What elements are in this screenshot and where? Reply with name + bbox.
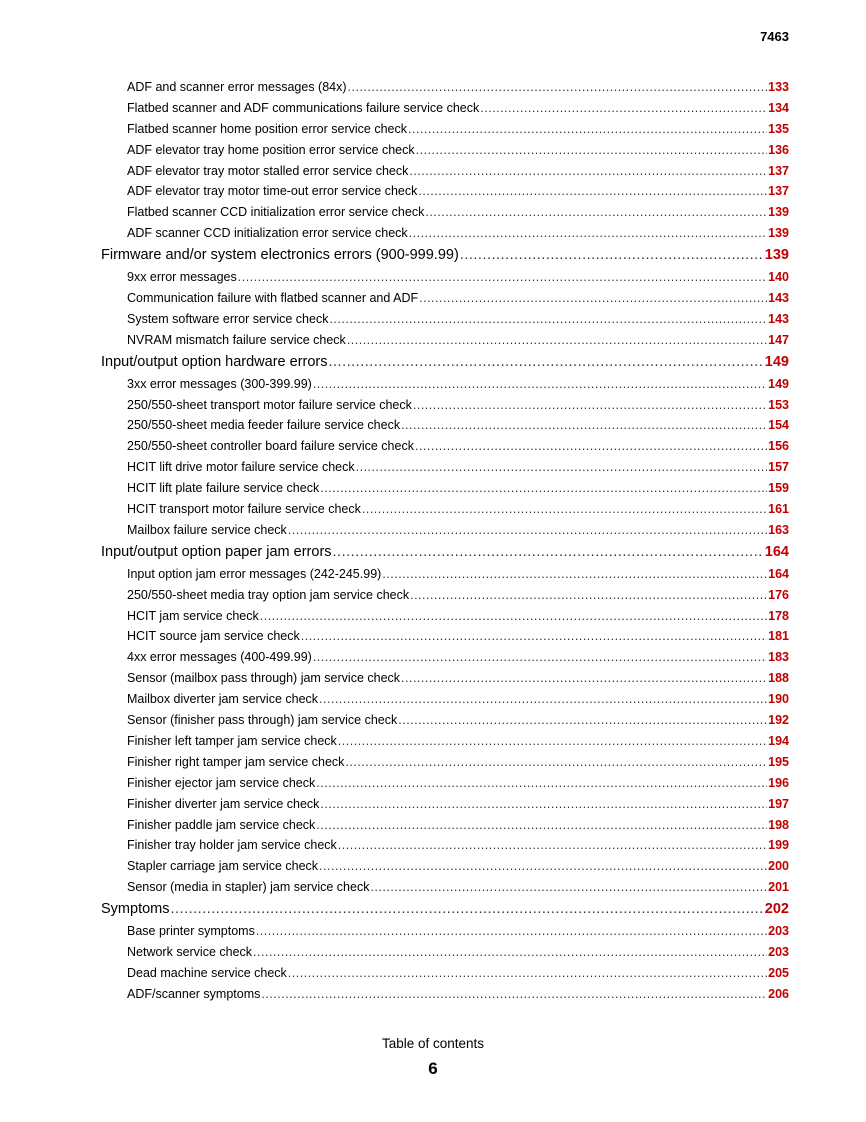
toc-entry[interactable] xyxy=(127,223,789,244)
toc-entry-title: HCIT lift drive motor failure service check xyxy=(127,460,355,475)
toc-entry[interactable] xyxy=(127,161,789,182)
toc-entry-title: 3xx error messages (300-399.99) xyxy=(127,376,312,391)
toc-entry-title: HCIT source jam service check xyxy=(127,629,300,644)
toc-entry-page: 149 xyxy=(764,353,789,370)
toc-entry-title: Mailbox diverter jam service check xyxy=(127,692,319,707)
toc-entry-title: Flatbed scanner CCD initialization error service check xyxy=(127,205,425,220)
toc-entry-page: 176 xyxy=(768,587,789,602)
toc-entry-page: 137 xyxy=(768,184,789,199)
dot-leader xyxy=(416,140,768,161)
toc-entry-page: 157 xyxy=(768,460,789,475)
toc-entry[interactable] xyxy=(127,330,789,351)
toc-entry[interactable] xyxy=(127,794,789,815)
toc-entry-title: Sensor (mailbox pass through) jam service check xyxy=(127,671,401,686)
toc-entry-page: 139 xyxy=(768,226,789,241)
footer-page-number: 6 xyxy=(428,1059,438,1078)
toc-entry[interactable] xyxy=(127,585,789,606)
toc-entry[interactable] xyxy=(127,689,789,710)
dot-leader xyxy=(401,668,767,689)
dot-leader xyxy=(320,794,767,815)
toc-entry-title: Flatbed scanner home position error service check xyxy=(127,121,407,136)
toc-entry-title: HCIT lift plate failure service check xyxy=(127,481,320,496)
toc-entry-title: Stapler carriage jam service check xyxy=(127,859,319,874)
toc-entry-title: HCIT transport motor failure service check xyxy=(127,502,361,517)
toc-entry[interactable] xyxy=(127,984,789,1005)
toc-entry-title: 250/550-sheet media tray option jam service check xyxy=(127,587,410,602)
dot-leader xyxy=(316,773,767,794)
dot-leader xyxy=(418,181,767,202)
toc-entry-title: 250/550-sheet controller board failure service check xyxy=(127,439,414,454)
dot-leader xyxy=(480,98,767,119)
toc-entry-title: ADF elevator tray motor time-out error service check xyxy=(127,184,418,199)
toc-entry[interactable] xyxy=(127,436,789,457)
toc-entry-page: 181 xyxy=(768,629,789,644)
toc-entry[interactable] xyxy=(127,181,789,202)
toc-entry-page: 199 xyxy=(768,838,789,853)
toc-entry-title: ADF elevator tray home position error service check xyxy=(127,142,415,157)
toc-entry-title: Communication failure with flatbed scanner and ADF xyxy=(127,291,419,306)
dot-leader xyxy=(410,585,767,606)
toc-entry-page: 183 xyxy=(768,650,789,665)
toc-entry[interactable] xyxy=(127,457,789,478)
dot-leader xyxy=(370,877,767,898)
toc-section-entry[interactable] xyxy=(101,351,789,374)
toc-entry-title: System software error service check xyxy=(127,311,329,326)
dot-leader xyxy=(338,835,767,856)
toc-entry-page: 202 xyxy=(764,901,789,918)
toc-entry-page: 200 xyxy=(768,859,789,874)
dot-leader xyxy=(409,223,767,244)
toc-entry-page: 197 xyxy=(768,796,789,811)
toc-entry[interactable] xyxy=(127,98,789,119)
toc-entry-page: 195 xyxy=(768,754,789,769)
toc-entry-page: 156 xyxy=(768,439,789,454)
toc-entry-page: 196 xyxy=(768,775,789,790)
toc-entry-page: 190 xyxy=(768,692,789,707)
dot-leader xyxy=(338,731,767,752)
toc-entry[interactable] xyxy=(127,140,789,161)
toc-entry-page: 136 xyxy=(768,142,789,157)
toc-entry-title: NVRAM mismatch failure service check xyxy=(127,332,346,347)
toc-entry-title: Finisher right tamper jam service check xyxy=(127,754,345,769)
toc-entry-page: 153 xyxy=(768,397,789,412)
page-model-number: 7463 xyxy=(760,29,789,44)
toc-entry-title: Finisher paddle jam service check xyxy=(127,817,316,832)
dot-leader xyxy=(382,564,767,585)
toc-entry-title: Symptoms xyxy=(101,901,170,918)
dot-leader xyxy=(409,161,767,182)
toc-entry-title: ADF and scanner error messages (84x) xyxy=(127,80,347,94)
toc-entry[interactable] xyxy=(127,752,789,773)
dot-leader xyxy=(348,77,768,98)
toc-entry[interactable] xyxy=(127,606,789,627)
toc-entry[interactable] xyxy=(127,267,789,288)
toc-entry[interactable] xyxy=(127,499,789,520)
toc-entry-page: 201 xyxy=(768,880,789,895)
dot-leader xyxy=(319,856,767,877)
dot-leader xyxy=(345,752,767,773)
toc-entry[interactable] xyxy=(127,564,789,585)
dot-leader xyxy=(413,395,767,416)
toc-entry[interactable] xyxy=(127,835,789,856)
toc-entry-title: Dead machine service check xyxy=(127,965,287,980)
toc-entry-title: Finisher left tamper jam service check xyxy=(127,733,337,748)
toc-entry-title: Input option jam error messages (242-245.99) xyxy=(127,566,382,581)
dot-leader xyxy=(316,815,767,836)
toc-entry[interactable] xyxy=(127,374,789,395)
dot-leader xyxy=(398,710,767,731)
toc-entry-page: 159 xyxy=(768,481,789,496)
toc-entry-page: 198 xyxy=(768,817,789,832)
dot-leader xyxy=(171,898,764,921)
dot-leader xyxy=(329,351,764,374)
toc-entry-title: Input/output option hardware errors xyxy=(101,353,328,370)
toc-entry-page: 203 xyxy=(768,944,789,959)
toc-entry-page: 203 xyxy=(768,924,789,939)
toc-entry-title: ADF scanner CCD initialization error service check xyxy=(127,226,408,241)
dot-leader xyxy=(356,457,768,478)
toc-entry-title: Sensor (finisher pass through) jam service check xyxy=(127,713,398,728)
toc-entry-page: 134 xyxy=(768,100,789,115)
dot-leader xyxy=(260,606,767,627)
toc-entry-page: 164 xyxy=(764,543,789,560)
toc-entry-page: 188 xyxy=(768,671,789,686)
toc-entry[interactable] xyxy=(127,309,789,330)
toc-entry[interactable] xyxy=(127,877,789,898)
toc-entry-title: 4xx error messages (400-499.99) xyxy=(127,650,312,665)
toc-entry-page: 137 xyxy=(768,163,789,178)
toc-entry[interactable] xyxy=(127,921,789,942)
toc-entry[interactable] xyxy=(127,415,789,436)
toc-entry[interactable] xyxy=(127,815,789,836)
toc-entry[interactable] xyxy=(127,520,789,541)
toc-entry-title: ADF elevator tray motor stalled error service check xyxy=(127,163,409,178)
toc-entry[interactable] xyxy=(127,942,789,963)
toc-entry-title: ADF/scanner symptoms xyxy=(127,986,261,1001)
toc-entry-page: 206 xyxy=(768,986,789,1001)
toc-entry-page: 161 xyxy=(768,502,789,517)
dot-leader xyxy=(253,942,767,963)
toc-entry[interactable] xyxy=(127,963,789,984)
toc-entry-page: 194 xyxy=(768,733,789,748)
toc-entry-page: 133 xyxy=(768,80,789,94)
dot-leader xyxy=(460,244,764,267)
dot-leader xyxy=(301,626,767,647)
toc-entry[interactable] xyxy=(127,202,789,223)
dot-leader xyxy=(329,309,767,330)
dot-leader xyxy=(261,984,767,1005)
dot-leader xyxy=(288,520,767,541)
toc-entry-title: 250/550-sheet media feeder failure service check xyxy=(127,418,401,433)
dot-leader xyxy=(288,963,767,984)
dot-leader xyxy=(419,288,767,309)
dot-leader xyxy=(319,689,767,710)
toc-entry-page: 143 xyxy=(768,311,789,326)
toc-entry-page: 205 xyxy=(768,965,789,980)
toc-entry-title: Finisher tray holder jam service check xyxy=(127,838,337,853)
toc-entry-title: HCIT jam service check xyxy=(127,608,259,623)
toc-entry-title: Mailbox failure service check xyxy=(127,522,287,537)
dot-leader xyxy=(256,921,767,942)
toc-entry-page: 154 xyxy=(768,418,789,433)
toc-entry-title: 9xx error messages xyxy=(127,270,237,285)
dot-leader xyxy=(313,374,767,395)
dot-leader xyxy=(313,647,767,668)
toc-entry[interactable] xyxy=(127,288,789,309)
toc-entry[interactable] xyxy=(127,395,789,416)
toc-entry-title: 250/550-sheet transport motor failure service check xyxy=(127,397,412,412)
dot-leader xyxy=(425,202,767,223)
toc-entry-page: 192 xyxy=(768,713,789,728)
toc-entry-title: Firmware and/or system electronics errors (900-999.99) xyxy=(101,247,459,264)
toc-section-entry[interactable] xyxy=(101,541,789,564)
toc-section-entry[interactable] xyxy=(101,244,789,267)
dot-leader xyxy=(415,436,767,457)
dot-leader xyxy=(333,541,764,564)
toc-entry[interactable] xyxy=(127,856,789,877)
toc-entry[interactable] xyxy=(127,626,789,647)
toc-entry-page: 135 xyxy=(768,121,789,136)
toc-entry-title: Finisher diverter jam service check xyxy=(127,796,320,811)
toc-entry-page: 140 xyxy=(768,270,789,285)
toc-entry-page: 147 xyxy=(768,332,789,347)
dot-leader xyxy=(347,330,767,351)
toc-entry-title: Finisher ejector jam service check xyxy=(127,775,316,790)
toc-entry[interactable] xyxy=(127,119,789,140)
dot-leader xyxy=(238,267,767,288)
toc-entry[interactable] xyxy=(127,77,789,98)
dot-leader xyxy=(362,499,767,520)
toc-entry-page: 178 xyxy=(768,608,789,623)
table-of-contents xyxy=(0,77,866,1005)
toc-entry[interactable] xyxy=(127,773,789,794)
toc-entry-title: Network service check xyxy=(127,944,253,959)
toc-entry[interactable] xyxy=(127,478,789,499)
toc-entry-page: 163 xyxy=(768,522,789,537)
toc-entry[interactable] xyxy=(127,731,789,752)
dot-leader xyxy=(401,415,767,436)
toc-entry[interactable] xyxy=(127,668,789,689)
toc-entry-title: Base printer symptoms xyxy=(127,924,255,939)
toc-entry-page: 143 xyxy=(768,291,789,306)
dot-leader xyxy=(320,478,767,499)
toc-entry-page: 139 xyxy=(768,205,789,220)
toc-entry-page: 139 xyxy=(764,247,789,264)
toc-entry[interactable] xyxy=(127,647,789,668)
toc-section-entry[interactable] xyxy=(101,898,789,921)
toc-entry-page: 149 xyxy=(768,376,789,391)
toc-entry-title: Flatbed scanner and ADF communications failure service check xyxy=(127,100,480,115)
dot-leader xyxy=(408,119,767,140)
toc-entry[interactable] xyxy=(127,710,789,731)
toc-entry-title: Input/output option paper jam errors xyxy=(101,543,332,560)
toc-entry-title: Sensor (media in stapler) jam service check xyxy=(127,880,370,895)
footer-label: Table of contents xyxy=(381,1036,485,1051)
toc-entry-page: 164 xyxy=(768,566,789,581)
